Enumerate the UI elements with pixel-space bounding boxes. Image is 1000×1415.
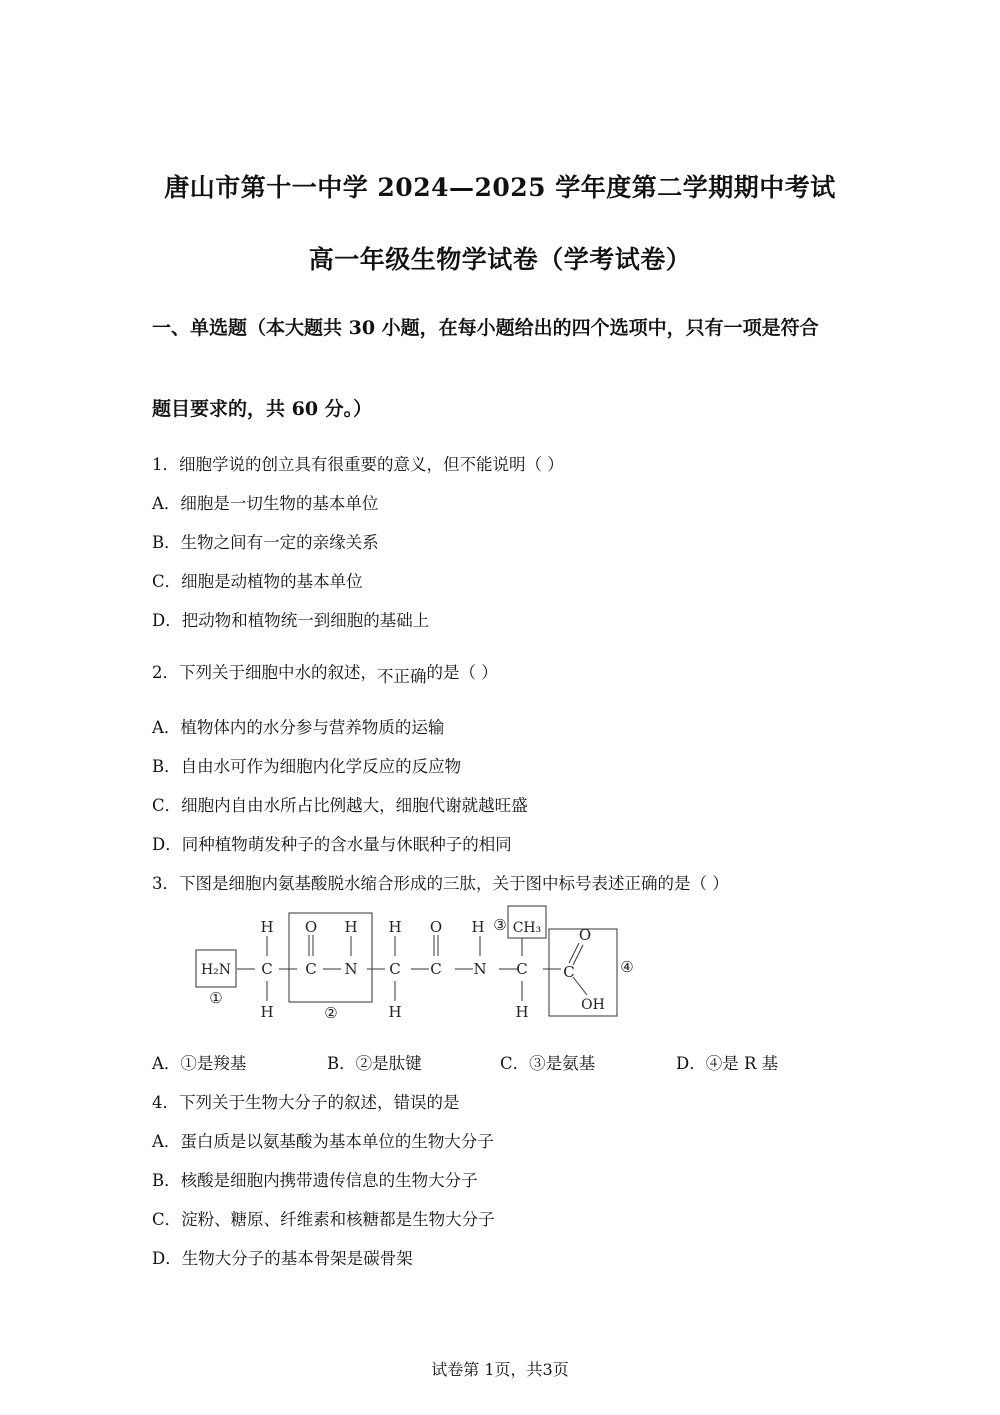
section-heading-line1: 一、单选题（本大题共 30 小题，在每小题给出的四个选项中，只有一项是符合 — [152, 317, 819, 339]
question-2-option-a: A．植物体内的水分参与营养物质的运输 — [152, 718, 445, 737]
section-heading-line2: 题目要求的，共 60 分。） — [152, 398, 373, 420]
question-4-option-a: A．蛋白质是以氨基酸为基本单位的生物大分子 — [152, 1132, 494, 1151]
page-footer: 试卷第 1页，共3页 — [431, 1360, 569, 1379]
question-4-option-d: D．生物大分子的基本骨架是碳骨架 — [152, 1249, 413, 1268]
question-2-stem-emphasis: 不正确 — [377, 667, 427, 686]
question-2-option-b: B．自由水可作为细胞内化学反应的反应物 — [152, 757, 462, 776]
question-1-option-d: D．把动物和植物统一到细胞的基础上 — [152, 611, 430, 630]
tripeptide-structure-diagram — [185, 905, 645, 1025]
question-2-stem-prefix: 2．下列关于细胞中水的叙述， — [152, 663, 377, 682]
carbon-atom-5: C — [516, 960, 528, 978]
nitrogen-atom-2: N — [473, 960, 487, 978]
marker-2: ② — [324, 1004, 338, 1022]
hydrogen-atom-5: H — [388, 1003, 402, 1021]
question-4-option-b: B．核酸是细胞内携带遗传信息的生物大分子 — [152, 1171, 478, 1190]
oxygen-atom-1: O — [304, 918, 318, 936]
question-1-option-a: A．细胞是一切生物的基本单位 — [152, 494, 379, 513]
question-2-stem-suffix: 的是（ ） — [426, 663, 498, 682]
hydroxyl-label: OH — [581, 997, 605, 1013]
question-3-option-c: C．③是氨基 — [500, 1054, 596, 1073]
hydrogen-atom-1: H — [260, 918, 274, 936]
marker-3: ③ — [493, 916, 507, 934]
carbon-atom-2: C — [305, 960, 317, 978]
oxygen-atom-2: O — [429, 918, 443, 936]
peptide-bond-box — [289, 913, 372, 1002]
question-3-option-a: A．①是羧基 — [152, 1054, 247, 1073]
carbon-atom-3: C — [389, 960, 401, 978]
exam-title-line1: 唐山市第十一中学 2024—2025 学年度第二学期期中考试 — [164, 173, 836, 202]
hydrogen-atom-6: H — [471, 918, 485, 936]
methyl-group-label: CH₃ — [512, 920, 542, 936]
question-2-option-c: C．细胞内自由水所占比例越大，细胞代谢就越旺盛 — [152, 796, 528, 815]
hydrogen-atom-2: H — [260, 1003, 274, 1021]
question-3-stem: 3．下图是细胞内氨基酸脱水缩合形成的三肽，关于图中标号表述正确的是（ ） — [152, 874, 729, 893]
question-3-option-b: B．②是肽键 — [327, 1054, 422, 1073]
hydrogen-atom-3: H — [344, 918, 358, 936]
carbon-atom-1: C — [261, 960, 273, 978]
hydrogen-atom-4: H — [388, 918, 402, 936]
amino-group-label: H₂N — [200, 962, 232, 978]
carbon-atom-6: C — [563, 963, 575, 981]
marker-4: ④ — [620, 958, 634, 976]
question-2-stem — [152, 659, 498, 686]
nitrogen-atom-1: N — [344, 960, 358, 978]
question-1-option-c: C．细胞是动植物的基本单位 — [152, 572, 363, 591]
question-1-option-b: B．生物之间有一定的亲缘关系 — [152, 533, 379, 552]
question-4-stem: 4．下列关于生物大分子的叙述，错误的是 — [152, 1093, 460, 1112]
question-2-option-d: D．同种植物萌发种子的含水量与休眠种子的相同 — [152, 835, 512, 854]
oxygen-atom-3: O — [578, 926, 592, 944]
exam-title-line2: 高一年级生物学试卷（学考试卷） — [308, 245, 692, 274]
carbon-atom-4: C — [430, 960, 442, 978]
question-1-stem: 1．细胞学说的创立具有很重要的意义，但不能说明（ ） — [152, 455, 564, 474]
hydrogen-atom-7: H — [515, 1003, 529, 1021]
question-3-option-d: D．④是 R 基 — [676, 1054, 779, 1073]
marker-1: ① — [209, 989, 223, 1007]
question-4-option-c: C．淀粉、糖原、纤维素和核糖都是生物大分子 — [152, 1210, 495, 1229]
